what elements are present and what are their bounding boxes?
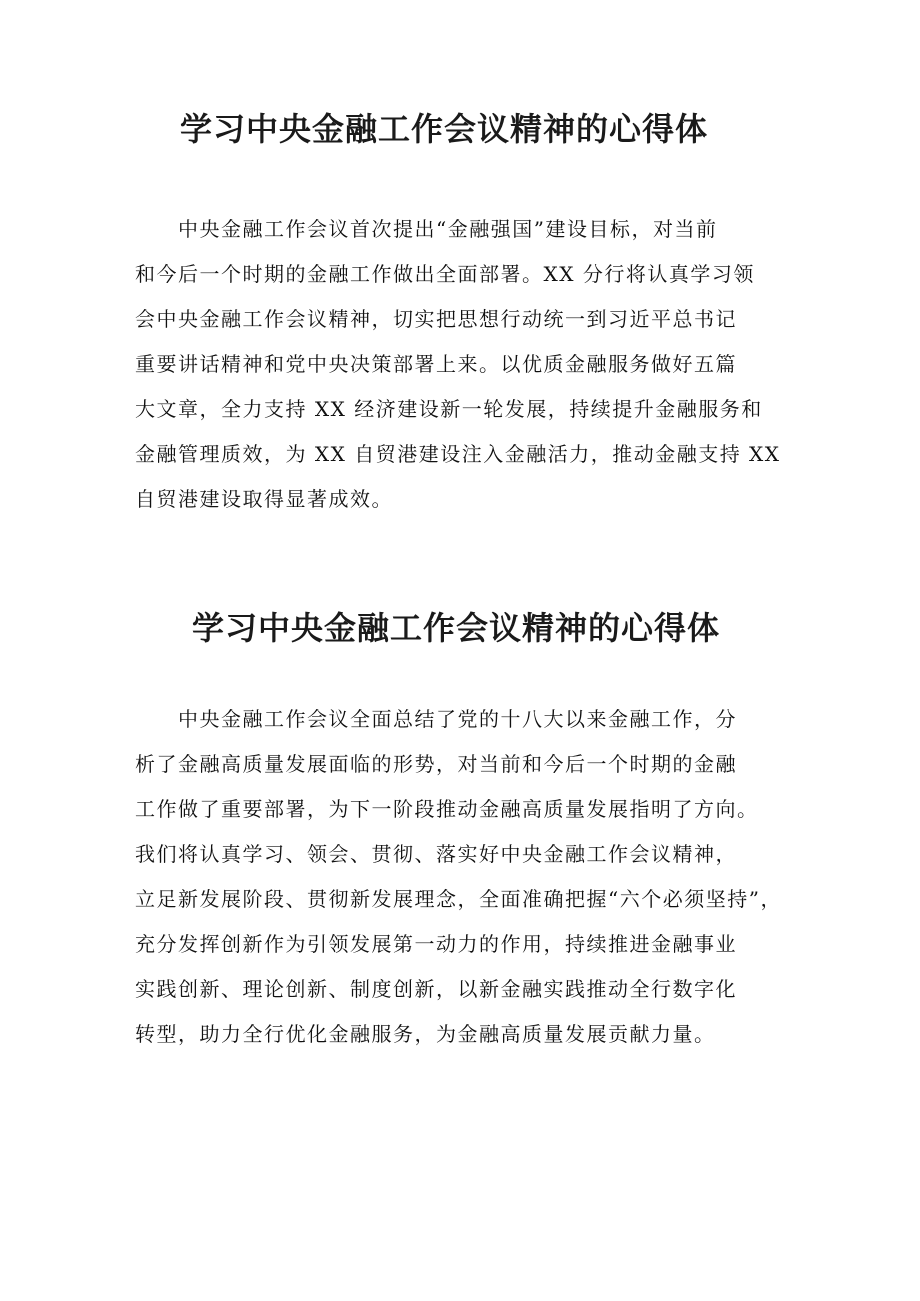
paragraph-line: 会中央金融工作会议精神，切实把思想行动统一到习近平总书记 (135, 307, 737, 331)
paragraph-line: 充分发挥创新作为引领发展第一动力的作用，持续推进金融事业 (135, 932, 737, 956)
paragraph-line: 大文章，全力支持 XX 经济建设新一轮发展，持续提升金融服务和 (135, 397, 763, 421)
paragraph-line: 自贸港建设取得显著成效。 (135, 487, 393, 511)
section-2-title: 学习中央金融工作会议精神的心得体 (192, 609, 721, 647)
paragraph-line: 我们将认真学习、领会、贯彻、落实好中央金融工作会议精神， (135, 842, 737, 866)
paragraph-line: 和今后一个时期的金融工作做出全面部署。XX 分行将认真学习领 (135, 262, 755, 286)
paragraph-line: 中央金融工作会议全面总结了党的十八大以来金融工作，分 (135, 707, 737, 731)
paragraph-line: 中央金融工作会议首次提出“金融强国”建设目标，对当前 (135, 217, 718, 241)
paragraph-line: 重要讲话精神和党中央决策部署上来。以优质金融服务做好五篇 (135, 352, 737, 376)
paragraph-line: 工作做了重要部署，为下一阶段推动金融高质量发展指明了方向。 (135, 797, 759, 821)
section-1-title: 学习中央金融工作会议精神的心得体 (180, 110, 709, 148)
paragraph-line: 析了金融高质量发展面临的形势，对当前和今后一个时期的金融 (135, 752, 737, 776)
paragraph-line: 立足新发展阶段、贯彻新发展理念，全面准确把握“六个必须坚持”， (135, 887, 782, 911)
section-1-paragraph (135, 207, 815, 522)
paragraph-line: 转型，助力全行优化金融服务，为金融高质量发展贡献力量。 (135, 1022, 716, 1046)
paragraph-line: 实践创新、理论创新、制度创新，以新金融实践推动全行数字化 (135, 977, 737, 1001)
section-2-paragraph (135, 697, 815, 1057)
paragraph-line: 金融管理质效，为 XX 自贸港建设注入金融活力，推动金融支持 XX (135, 442, 781, 466)
